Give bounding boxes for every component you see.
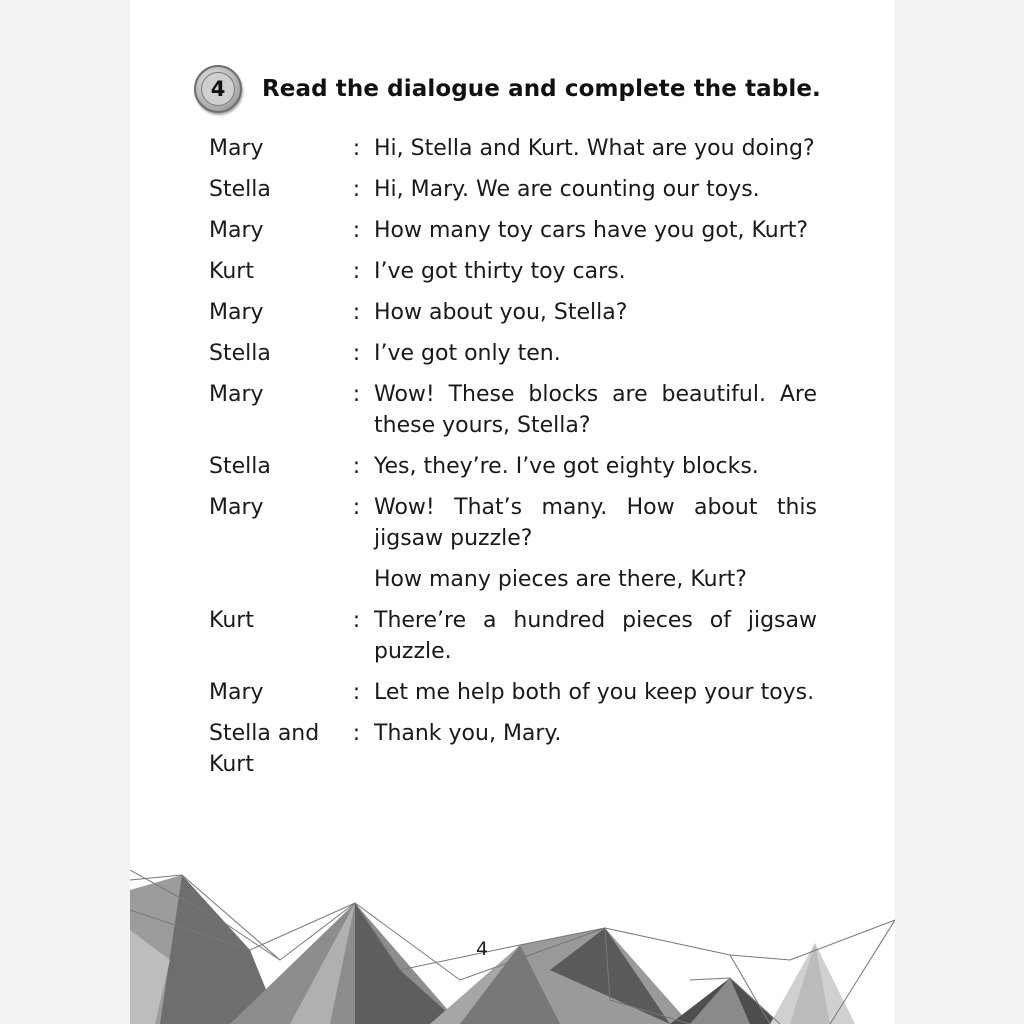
separator bbox=[339, 564, 374, 595]
speaker: Mary bbox=[209, 382, 264, 407]
dialogue-line bbox=[209, 297, 817, 328]
separator: : bbox=[352, 495, 361, 520]
separator: : bbox=[352, 608, 361, 633]
exercise-instruction: Read the dialogue and complete the table. bbox=[262, 76, 821, 102]
workbook-page bbox=[130, 0, 895, 1024]
speaker: Stella bbox=[209, 454, 271, 479]
utterance: Wow! These blocks are beautiful. Are these yours, Stella? bbox=[374, 382, 817, 438]
dialogue-line bbox=[209, 133, 817, 164]
speaker: Kurt bbox=[209, 259, 254, 284]
exercise-header bbox=[194, 64, 821, 114]
utterance: Yes, they’re. I’ve got eighty blocks. bbox=[374, 454, 759, 479]
separator: : bbox=[352, 341, 361, 366]
dialogue-line bbox=[209, 718, 817, 780]
utterance: How many toy cars have you got, Kurt? bbox=[374, 218, 809, 243]
separator: : bbox=[352, 259, 361, 284]
utterance: Wow! That’s many. How about this jigsaw puzzle? bbox=[374, 495, 817, 551]
dialogue-line bbox=[209, 256, 817, 287]
utterance: Hi, Mary. We are counting our toys. bbox=[374, 177, 760, 202]
utterance: Thank you, Mary. bbox=[374, 721, 562, 746]
exercise-number: 4 bbox=[201, 72, 235, 106]
separator: : bbox=[352, 454, 361, 479]
speaker: Stella bbox=[209, 341, 271, 366]
separator: : bbox=[352, 177, 361, 202]
dialogue-line bbox=[209, 564, 817, 595]
separator: : bbox=[352, 382, 361, 407]
separator: : bbox=[352, 136, 361, 161]
speaker bbox=[209, 564, 339, 595]
dialogue-line bbox=[209, 677, 817, 708]
separator: : bbox=[352, 721, 361, 746]
separator: : bbox=[352, 680, 361, 705]
utterance: I’ve got only ten. bbox=[374, 341, 561, 366]
utterance: How many pieces are there, Kurt? bbox=[374, 567, 747, 592]
utterance: How about you, Stella? bbox=[374, 300, 628, 325]
speaker: Mary bbox=[209, 136, 264, 161]
dialogue-line bbox=[209, 174, 817, 205]
utterance: Hi, Stella and Kurt. What are you doing? bbox=[374, 136, 815, 161]
separator: : bbox=[352, 218, 361, 243]
speaker: Mary bbox=[209, 495, 264, 520]
speaker: Mary bbox=[209, 680, 264, 705]
dialogue-line bbox=[209, 215, 817, 246]
dialogue-line bbox=[209, 605, 817, 667]
exercise-number-badge bbox=[194, 65, 242, 113]
separator: : bbox=[352, 300, 361, 325]
dialogue bbox=[209, 133, 817, 790]
utterance: I’ve got thirty toy cars. bbox=[374, 259, 626, 284]
dialogue-line bbox=[209, 492, 817, 554]
speaker: Kurt bbox=[209, 608, 254, 633]
dialogue-line bbox=[209, 451, 817, 482]
speaker: Mary bbox=[209, 300, 264, 325]
mountain-decoration bbox=[130, 860, 895, 1024]
utterance: Let me help both of you keep your toys. bbox=[374, 680, 815, 705]
speaker: Stella and Kurt bbox=[209, 721, 320, 777]
dialogue-line bbox=[209, 379, 817, 441]
speaker: Stella bbox=[209, 177, 271, 202]
speaker: Mary bbox=[209, 218, 264, 243]
dialogue-line bbox=[209, 338, 817, 369]
page-number: 4 bbox=[475, 938, 489, 960]
utterance: There’re a hundred pieces of jigsaw puzzle. bbox=[374, 608, 817, 664]
